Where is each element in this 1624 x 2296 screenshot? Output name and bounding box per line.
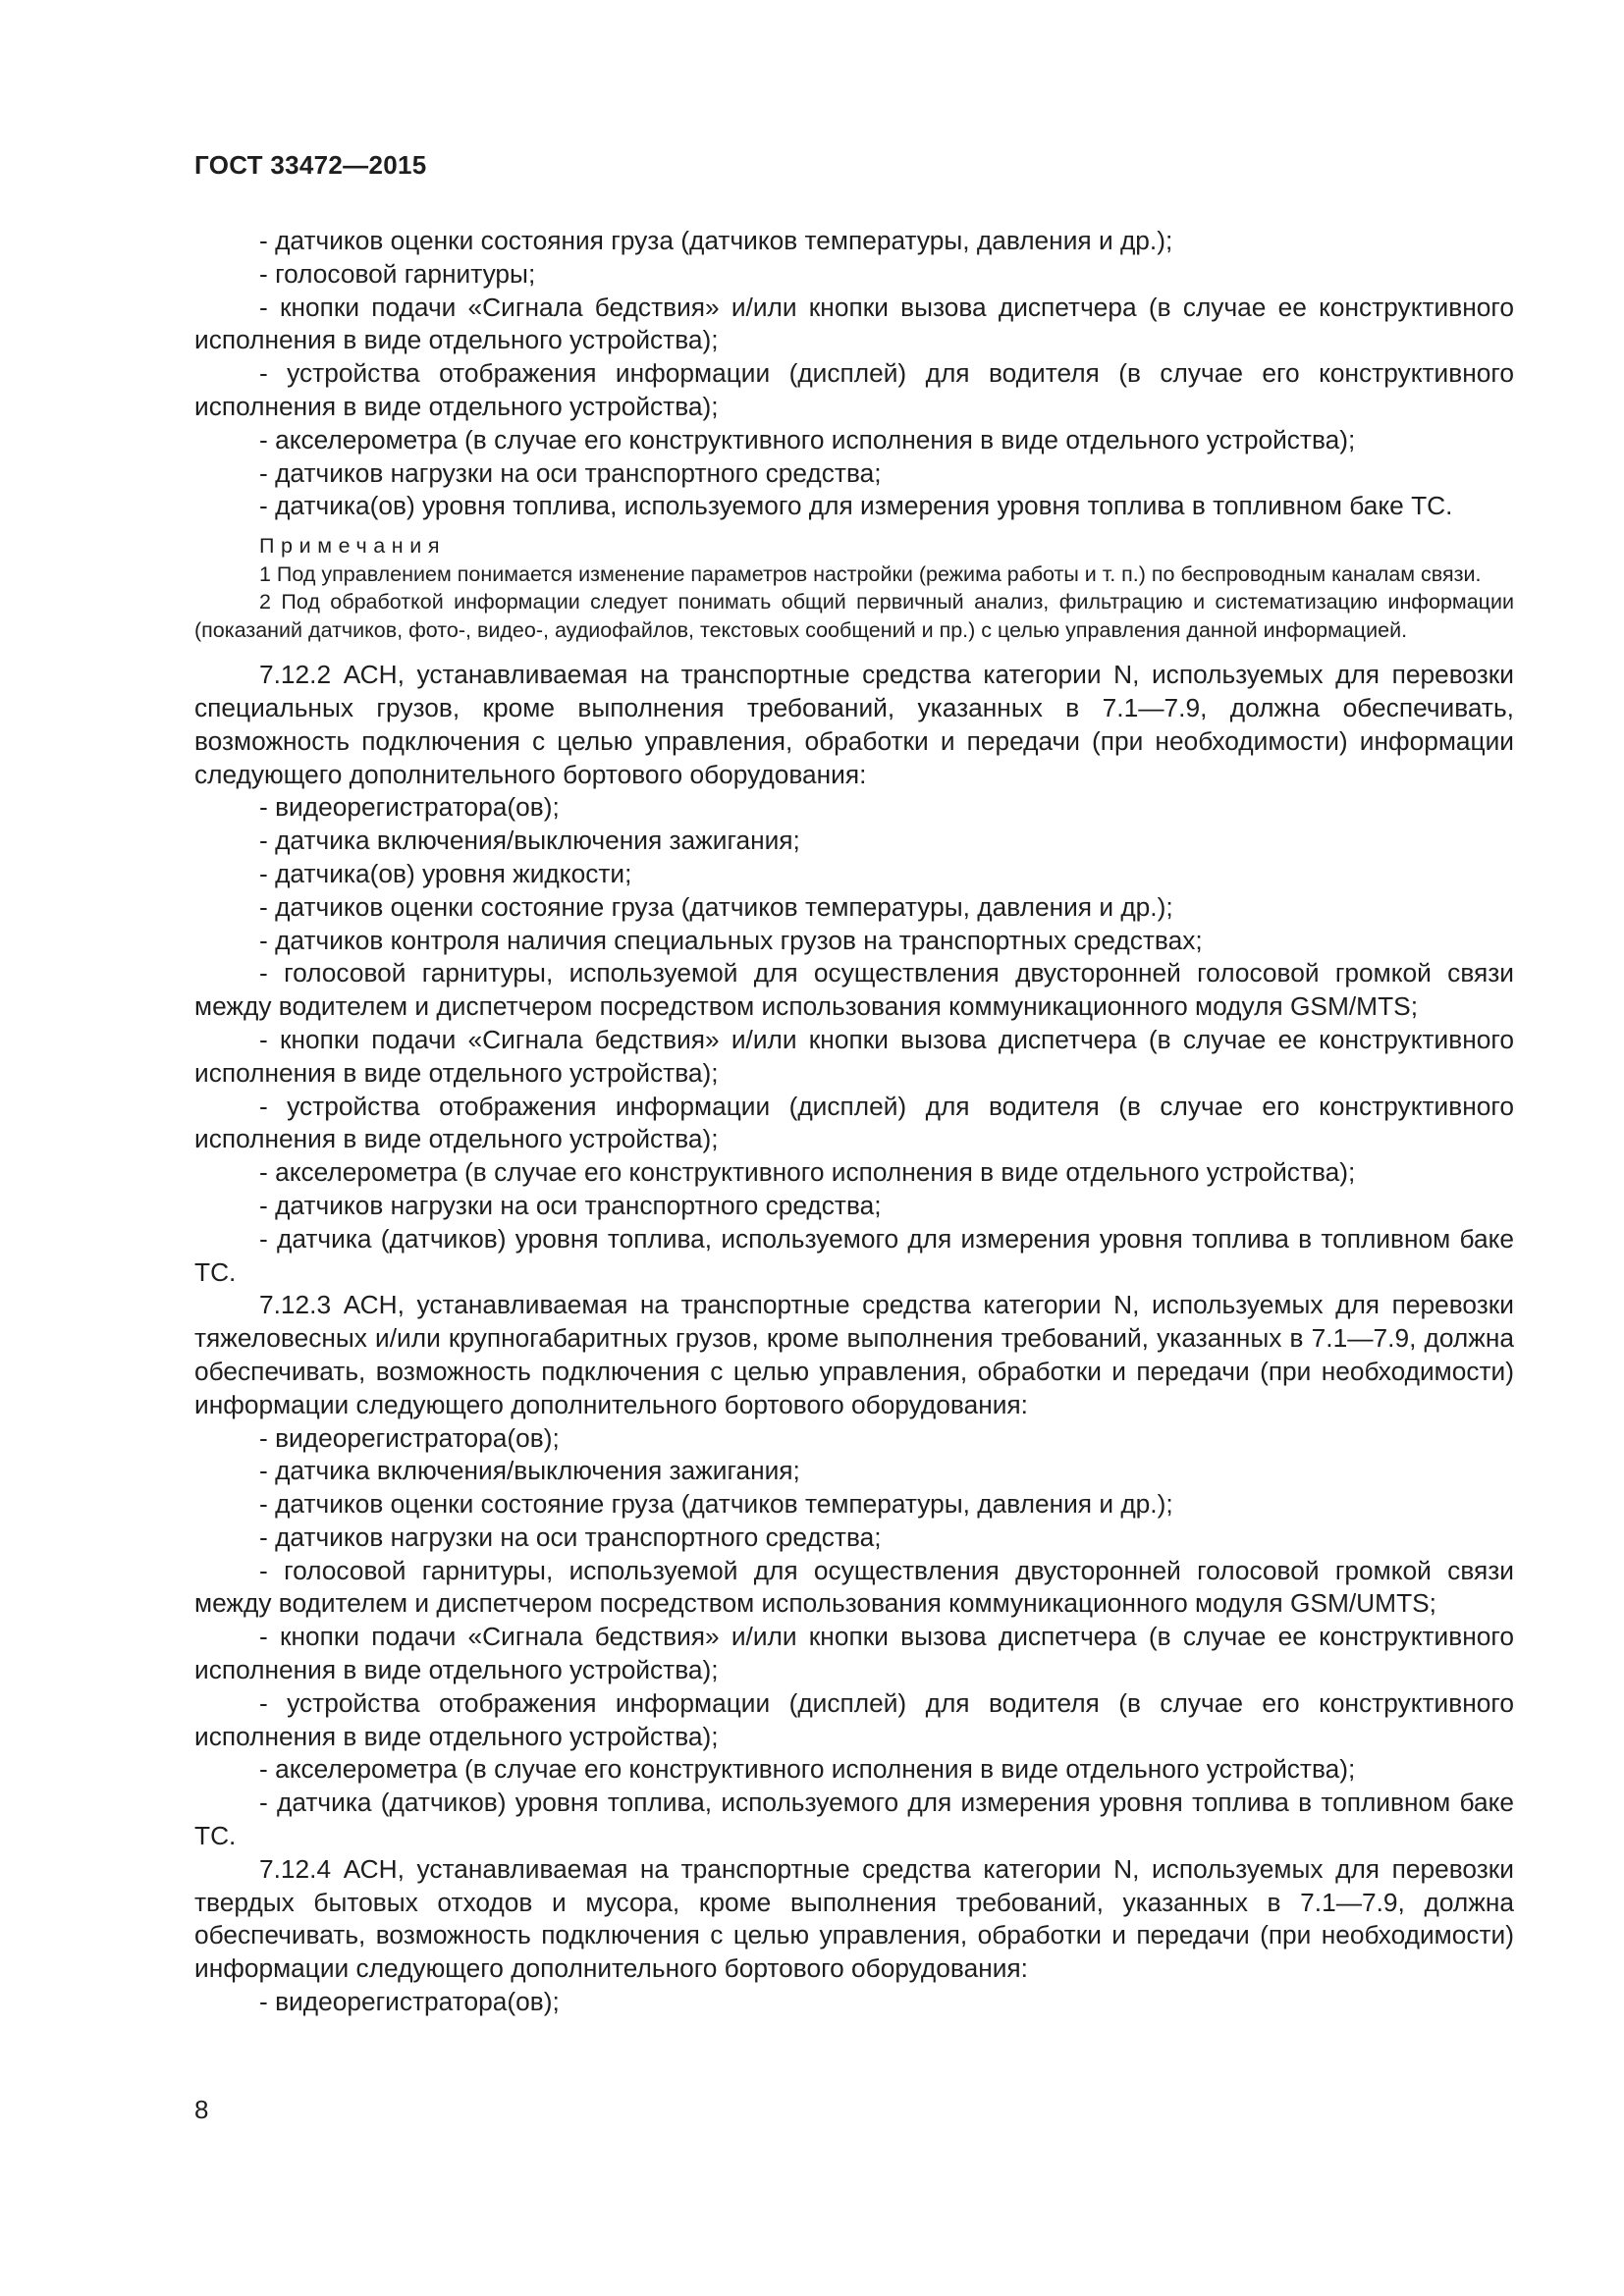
list-item: - датчиков оценки состояние груза (датчиков температуры, давления и др.); xyxy=(259,1489,1173,1520)
section-7-12-4 xyxy=(194,1853,1514,2019)
list-item: - устройства отображения информации (дисплей) для водителя (в случае его конструктивного исполнения в виде отдельного устройства); xyxy=(194,358,1514,421)
note-item: 1 Под управлением понимается изменение параметров настройки (режима работы и т. п.) по беспроводным каналам связи. xyxy=(259,561,1482,586)
list-item: - устройства отображения информации (дисплей) для водителя (в случае его конструктивного исполнения в виде отдельного устройства); xyxy=(194,1091,1514,1154)
list-item: - датчика(ов) уровня топлива, используемого для измерения уровня топлива в топливном баке ТС. xyxy=(259,491,1453,521)
list-item: - датчика (датчиков) уровня топлива, используемого для измерения уровня топлива в топливном баке ТС. xyxy=(194,1788,1514,1851)
list-item: - видеорегистратора(ов); xyxy=(259,1987,560,2017)
notes-block xyxy=(194,532,1514,644)
list-item: - голосовой гарнитуры, используемой для осуществления двусторонней голосовой громкой связи между водителем и диспетчером посредством использования коммуникационного модуля GSM/UMTS; xyxy=(194,1555,1514,1619)
page-content xyxy=(194,225,1514,2019)
list-item: - датчика включения/выключения зажигания; xyxy=(259,1456,800,1486)
list-item: - датчиков нагрузки на оси транспортного средства; xyxy=(259,457,882,488)
list-item: - датчиков оценки состояние груза (датчиков температуры, давления и др.); xyxy=(259,891,1173,922)
list-item: - датчиков оценки состояния груза (датчиков температуры, давления и др.); xyxy=(259,226,1173,255)
list-item: - голосовой гарнитуры, используемой для осуществления двусторонней голосовой громкой связи между водителем и диспетчером посредством использования коммуникационного модуля GSM/MTS; xyxy=(194,958,1514,1022)
list-item: - видеорегистратора(ов); xyxy=(259,1422,560,1453)
list-item: - датчиков нагрузки на оси транспортного средства; xyxy=(259,1190,882,1220)
list-item: - датчика включения/выключения зажигания; xyxy=(259,826,800,856)
list-item: - акселерометра (в случае его конструктивного исполнения в виде отдельного устройства); xyxy=(259,424,1356,454)
list-item: - датчиков контроля наличия специальных грузов на транспортных средствах; xyxy=(259,925,1203,955)
list-item: - кнопки подачи «Сигнала бедствия» и/или кнопки вызова диспетчера (в случае ее конструктивного исполнения в виде отдельного устройства); xyxy=(194,292,1514,355)
list-item: - голосовой гарнитуры; xyxy=(259,258,536,289)
list-item: - акселерометра (в случае его конструктивного исполнения в виде отдельного устройства); xyxy=(259,1754,1356,1785)
list-item: - датчика(ов) уровня жидкости; xyxy=(259,858,632,888)
list-item: - кнопки подачи «Сигнала бедствия» и/или кнопки вызова диспетчера (в случае ее конструктивного исполнения в виде отдельного устройства); xyxy=(194,1024,1514,1088)
section-7-12-2 xyxy=(194,659,1514,1289)
list-item: - акселерометра (в случае его конструктивного исполнения в виде отдельного устройства); xyxy=(259,1157,1356,1188)
note-item: 2 Под обработкой информации следует понимать общий первичный анализ, фильтрацию и систематизацию информации (показаний датчиков, фото-, видео-, аудиофайлов, текстовых сообщений и пр.) с целью управления данной информацией. xyxy=(194,590,1514,642)
document-header: ГОСТ 33472—2015 xyxy=(194,150,427,180)
page-number: 8 xyxy=(194,2095,209,2124)
list-item: - датчика (датчиков) уровня топлива, используемого для измерения уровня топлива в топливном баке ТС. xyxy=(194,1223,1514,1287)
section-intro: 7.12.2 АСН, устанавливаемая на транспортные средства категории N, используемых для перевозки специальных грузов, кроме выполнения требований, указанных в 7.1—7.9, должна обеспечивать, возможность подключения с целью управления, обработки и передачи (при необходимости) информации следующего дополнительного бортового оборудования: xyxy=(194,660,1514,789)
section-7-12-3 xyxy=(194,1289,1514,1853)
list-item: - кнопки подачи «Сигнала бедствия» и/или кнопки вызова диспетчера (в случае ее конструктивного исполнения в виде отдельного устройства); xyxy=(194,1622,1514,1685)
section-intro: 7.12.4 АСН, устанавливаемая на транспортные средства категории N, используемых для перевозки твердых бытовых отходов и мусора, кроме выполнения требований, указанных в 7.1—7.9, должна обеспечивать, возможность подключения с целью управления, обработки и передачи (при необходимости) информации следующего дополнительного бортового оборудования: xyxy=(194,1853,1514,1984)
list-item: - датчиков нагрузки на оси транспортного средства; xyxy=(259,1522,882,1552)
section-intro: 7.12.3 АСН, устанавливаемая на транспортные средства категории N, используемых для перевозки тяжеловесных и/или крупногабаритных грузов, кроме выполнения требований, указанных в 7.1—7.9, должна обеспечивать, возможность подключения с целью управления, обработки и передачи (при необходимости) информации следующего дополнительного бортового оборудования: xyxy=(194,1290,1514,1419)
list-item: - устройства отображения информации (дисплей) для водителя (в случае его конструктивного исполнения в виде отдельного устройства); xyxy=(194,1687,1514,1751)
list-item: - видеорегистратора(ов); xyxy=(259,792,560,823)
notes-title: Примечания xyxy=(259,534,447,559)
list-a xyxy=(194,225,1514,523)
